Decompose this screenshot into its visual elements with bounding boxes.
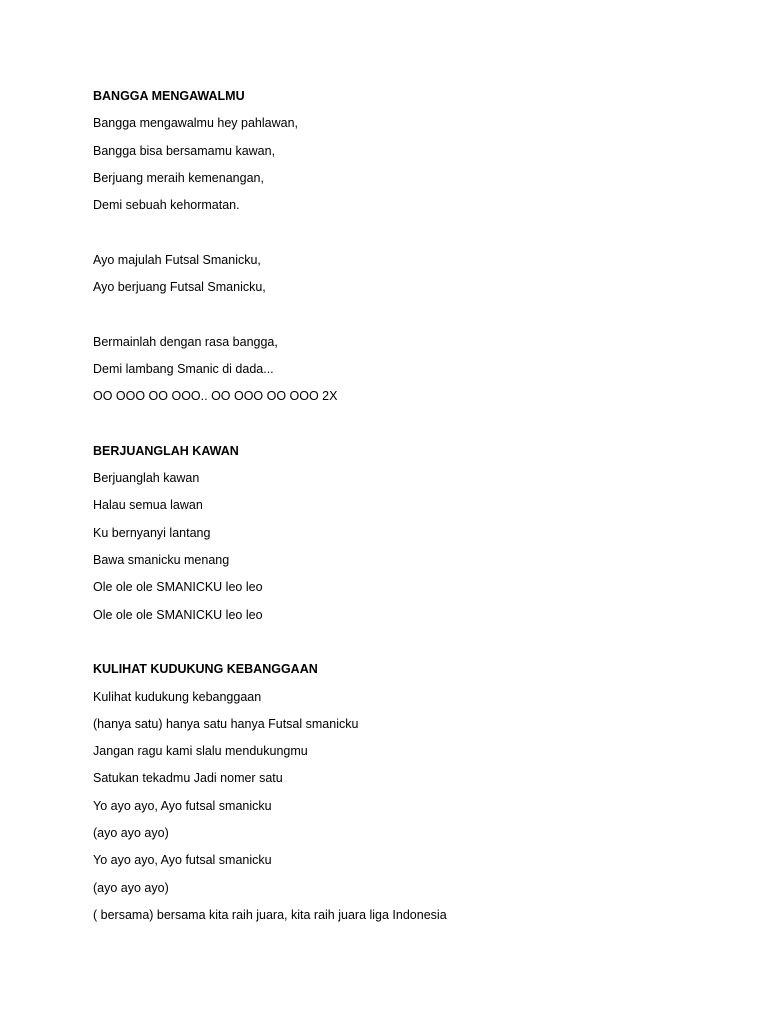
lyric-line: Demi sebuah kehormatan. xyxy=(93,198,240,213)
lyric-line: (ayo ayo ayo) xyxy=(93,880,169,895)
lyric-line: Kulihat kudukung kebanggaan xyxy=(93,689,262,704)
lyric-line: Berjuang meraih kemenangan, xyxy=(93,170,264,185)
lyric-line: Ayo majulah Futsal Smanicku, xyxy=(93,252,261,267)
lyric-line: Bawa smanicku menang xyxy=(93,553,230,568)
lyric-line: Bermainlah dengan rasa bangga, xyxy=(93,334,278,349)
lyric-line: Ayo berjuang Futsal Smanicku, xyxy=(93,280,266,295)
lyric-line: Ku bernyanyi lantang xyxy=(93,525,211,540)
song-title: BANGGA MENGAWALMU xyxy=(93,89,245,103)
lyric-line: Ole ole ole SMANICKU leo leo xyxy=(93,580,263,595)
lyric-line: Bangga bisa bersamamu kawan, xyxy=(93,143,276,158)
lyric-line: Berjuanglah kawan xyxy=(93,471,200,486)
song-title: KULIHAT KUDUKUNG KEBANGGAAN xyxy=(93,662,318,677)
lyric-line: Demi lambang Smanic di dada... xyxy=(93,361,274,376)
document-page xyxy=(93,88,713,934)
lyric-line: Ole ole ole SMANICKU leo leo xyxy=(93,607,263,622)
lyric-line: Yo ayo ayo, Ayo futsal smanicku xyxy=(93,798,272,813)
lyric-line: Jangan ragu kami slalu mendukungmu xyxy=(93,744,308,759)
lyric-line: OO OOO OO OOO.. OO OOO OO OOO 2X xyxy=(93,389,338,404)
lyric-line: Halau semua lawan xyxy=(93,498,203,513)
song-break xyxy=(93,416,713,443)
stanza-break xyxy=(93,306,713,333)
song-break xyxy=(93,634,713,661)
song-title: BERJUANGLAH KAWAN xyxy=(93,443,239,458)
lyric-line: Satukan tekadmu Jadi nomer satu xyxy=(93,771,283,786)
lyric-line: ( bersama) bersama kita raih juara, kita raih juara liga Indonesia xyxy=(93,907,447,922)
lyric-line: Bangga mengawalmu hey pahlawan, xyxy=(93,116,298,131)
lyric-line: (hanya satu) hanya satu hanya Futsal smanicku xyxy=(93,716,359,731)
lyric-line: Yo ayo ayo, Ayo futsal smanicku xyxy=(93,853,272,868)
stanza-break xyxy=(93,224,713,251)
lyric-line: (ayo ayo ayo) xyxy=(93,826,169,841)
